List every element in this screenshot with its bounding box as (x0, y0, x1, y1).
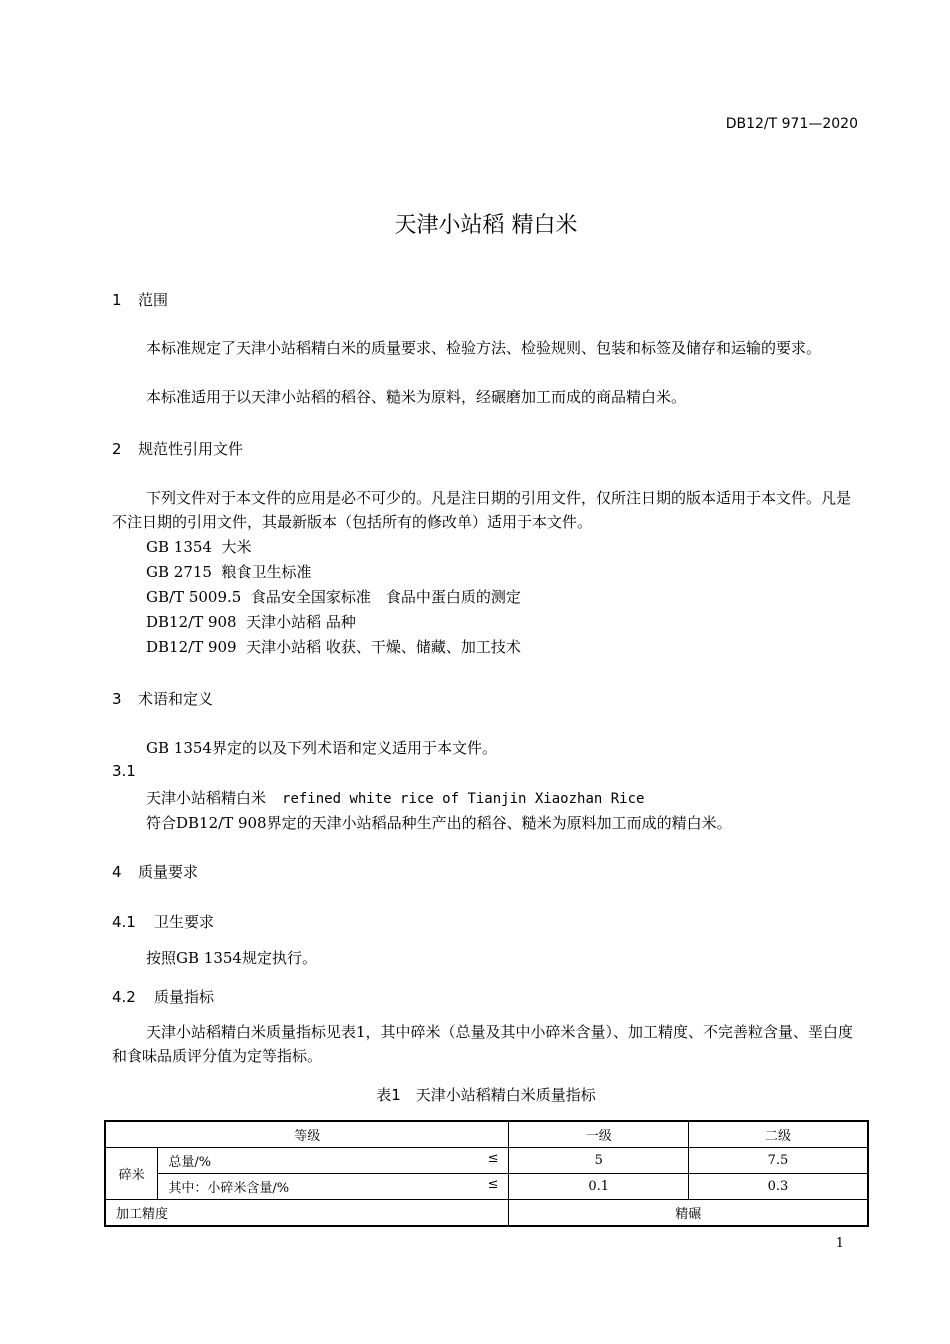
document-code: DB12/T 971—2020 (725, 116, 858, 132)
subsection-title: 卫生要求 (154, 913, 215, 931)
item-cell (158, 1174, 509, 1200)
reference-item (146, 536, 252, 557)
quality-table (104, 1120, 869, 1227)
table-caption: 表1 天津小站稻精白米质量指标 (376, 1086, 596, 1104)
section-3-heading (112, 688, 213, 709)
reference-name: 天津小站稻 品种 (246, 613, 356, 631)
term-english: refined white rice of Tianjin Xiaozhan Rice (282, 791, 645, 807)
page-number: 1 (835, 1236, 844, 1251)
grade-2-value: 0.3 (688, 1174, 868, 1200)
header-grade: 等级 (105, 1121, 509, 1148)
reference-item (146, 611, 356, 632)
reference-code: DB12/T 909 (146, 638, 237, 656)
item-cell (158, 1148, 509, 1174)
section-4-2-paragraph: 天津小站稻精白米质量指标见表1，其中碎米（总量及其中小碎米含量）、加工精度、不完善粒含量、垩白度和食味品质评分值为定等指标。 (112, 1023, 854, 1065)
precision-label: 加工精度 (105, 1200, 509, 1227)
section-4-1-paragraph: 按照GB 1354规定执行。 (146, 949, 317, 967)
section-title: 质量要求 (138, 863, 199, 881)
section-2-heading (112, 438, 243, 459)
section-4-2-heading (112, 986, 214, 1007)
subsection-number: 4.2 (112, 988, 136, 1006)
grade-1-value: 0.1 (509, 1174, 689, 1200)
section-3-paragraph: GB 1354界定的以及下列术语和定义适用于本文件。 (146, 739, 497, 757)
header-grade-2: 二级 (688, 1121, 868, 1148)
reference-item (146, 586, 521, 607)
comparison-sign: ≤ (487, 1177, 499, 1192)
section-title: 范围 (138, 291, 169, 309)
subsection-number: 4.1 (112, 913, 136, 931)
table-row (105, 1200, 868, 1227)
section-1-heading (112, 289, 168, 310)
precision-value: 精碾 (509, 1200, 868, 1227)
section-number: 1 (112, 291, 122, 309)
reference-code: DB12/T 908 (146, 613, 237, 631)
reference-item (146, 636, 521, 657)
section-1-paragraph-1: 本标准规定了天津小站稻精白米的质量要求、检验方法、检验规则、包装和标签及储存和运输的要求。 (146, 339, 822, 357)
grade-1-value: 5 (509, 1148, 689, 1174)
item-label: 其中：小碎米含量/% (168, 1181, 290, 1196)
term-chinese: 天津小站稻精白米 (146, 789, 267, 807)
grade-2-value: 7.5 (688, 1148, 868, 1174)
reference-name: 大米 (221, 538, 252, 556)
broken-rice-label: 碎米 (105, 1148, 158, 1200)
section-1-paragraph-2: 本标准适用于以天津小站稻的稻谷、糙米为原料，经碾磨加工而成的商品精白米。 (146, 388, 687, 406)
item-label: 总量/% (168, 1155, 212, 1170)
reference-name: 食品安全国家标准 食品中蛋白质的测定 (250, 588, 521, 606)
section-number: 3 (112, 690, 122, 708)
section-4-1-heading (112, 911, 214, 932)
section-2-paragraph: 下列文件对于本文件的应用是必不可少的。凡是注日期的引用文件，仅所注日期的版本适用于本文件。凡是不注日期的引用文件，其最新版本（包括所有的修改单）适用于本文件。 (112, 489, 852, 531)
subsection-title: 质量指标 (154, 988, 215, 1006)
table-header-row (105, 1121, 868, 1148)
reference-code: GB 1354 (146, 538, 212, 556)
header-grade-1: 一级 (509, 1121, 689, 1148)
term-entry (146, 787, 644, 808)
section-number: 2 (112, 440, 122, 458)
reference-code: GB/T 5009.5 (146, 588, 242, 606)
reference-name: 天津小站稻 收获、干燥、储藏、加工技术 (246, 638, 521, 656)
term-definition: 符合DB12/T 908界定的天津小站稻品种生产出的稻谷、糙米为原料加工而成的精白米。 (146, 814, 732, 832)
document-title: 天津小站稻 精白米 (394, 213, 578, 238)
reference-code: GB 2715 (146, 563, 212, 581)
section-title: 术语和定义 (138, 690, 214, 708)
table-row (105, 1174, 868, 1200)
reference-name: 粮食卫生标准 (221, 563, 312, 581)
section-title: 规范性引用文件 (138, 440, 244, 458)
section-4-heading (112, 861, 198, 882)
term-number: 3.1 (112, 762, 136, 780)
section-number: 4 (112, 863, 122, 881)
comparison-sign: ≤ (487, 1151, 499, 1166)
table-row (105, 1148, 868, 1174)
reference-item (146, 561, 312, 582)
